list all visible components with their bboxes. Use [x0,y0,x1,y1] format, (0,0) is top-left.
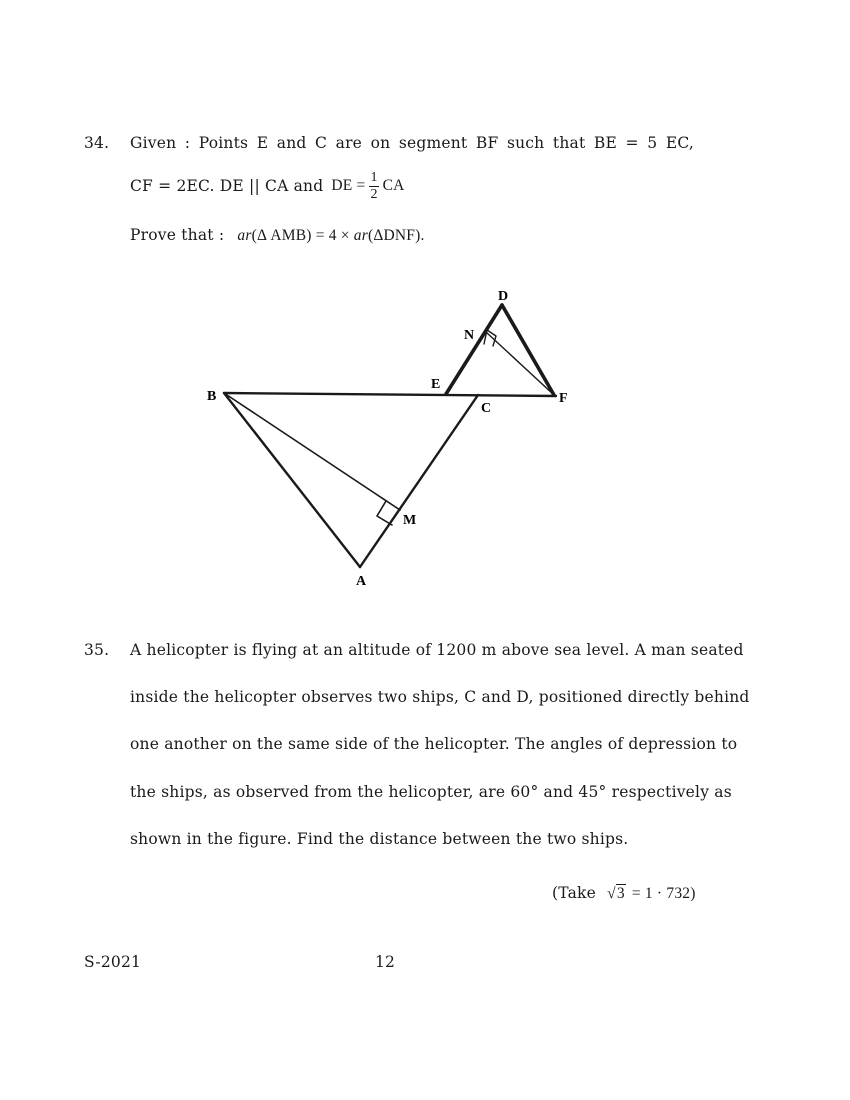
segment-bf [224,393,556,396]
q35-line4: the ships, as observed from the helicopter, are 60° and 45° respectively as [130,783,732,801]
take-open: (Take [552,884,596,902]
sqrt-sign-icon: √ [607,885,616,902]
fraction-one-half [369,171,378,202]
area-function-2: ar [353,227,368,244]
label-b: B [207,389,217,404]
q34-line2-text: CF = 2EC. DE || CA and [130,177,324,195]
area-function-1: ar [237,227,252,244]
q34-ca-label: CA [382,177,405,194]
label-c: C [481,401,492,416]
q35-line5: shown in the figure. Find the distance between the two ships. [130,830,629,848]
segment-nf [486,332,554,395]
label-f: F [559,391,568,406]
geometry-figure [200,280,600,600]
question-number-34: 34. [84,134,110,152]
label-n: N [464,328,475,343]
sqrt-value: = 1 · 732) [631,885,696,902]
sqrt-expression [607,885,630,902]
q34-prove-label: Prove that : [130,226,225,244]
triangle-dnf: (ΔDNF). [367,227,425,244]
segment-ac [360,395,478,567]
page-number: 12 [375,953,396,971]
q35-line1: A helicopter is flying at an altitude of 1200 m above sea level. A man seated [130,641,744,659]
segment-ed [446,305,502,394]
sqrt-radicand: 3 [616,885,625,902]
segment-ba [224,393,360,567]
label-m: M [403,513,417,528]
equals-four-times: = 4 × [311,227,354,244]
fraction-denominator: 2 [370,186,378,202]
q35-line2: inside the helicopter observes two ships, C and D, positioned directly behind [130,688,750,706]
label-e: E [431,377,441,392]
footer-code: S-2021 [84,953,142,971]
q34-de-label: DE = [331,177,366,194]
q35-take-hint [552,884,696,903]
triangle-amb: (Δ AMB) [251,227,312,244]
q35-line3: one another on the same side of the helicopter. The angles of depression to [130,735,738,753]
segment-bm [224,393,400,510]
q34-given-line2 [130,166,405,206]
label-a: A [356,574,367,589]
right-angle-marker-m [377,501,392,525]
q34-given-line1: Given : Points E and C are on segment BF such that BE = 5 EC, [130,134,694,152]
right-angle-marker-n [484,330,496,346]
segment-df [502,305,554,395]
q34-prove-line [130,226,425,245]
fraction-numerator: 1 [370,169,378,185]
label-d: D [498,289,509,304]
question-number-35: 35. [84,641,110,659]
